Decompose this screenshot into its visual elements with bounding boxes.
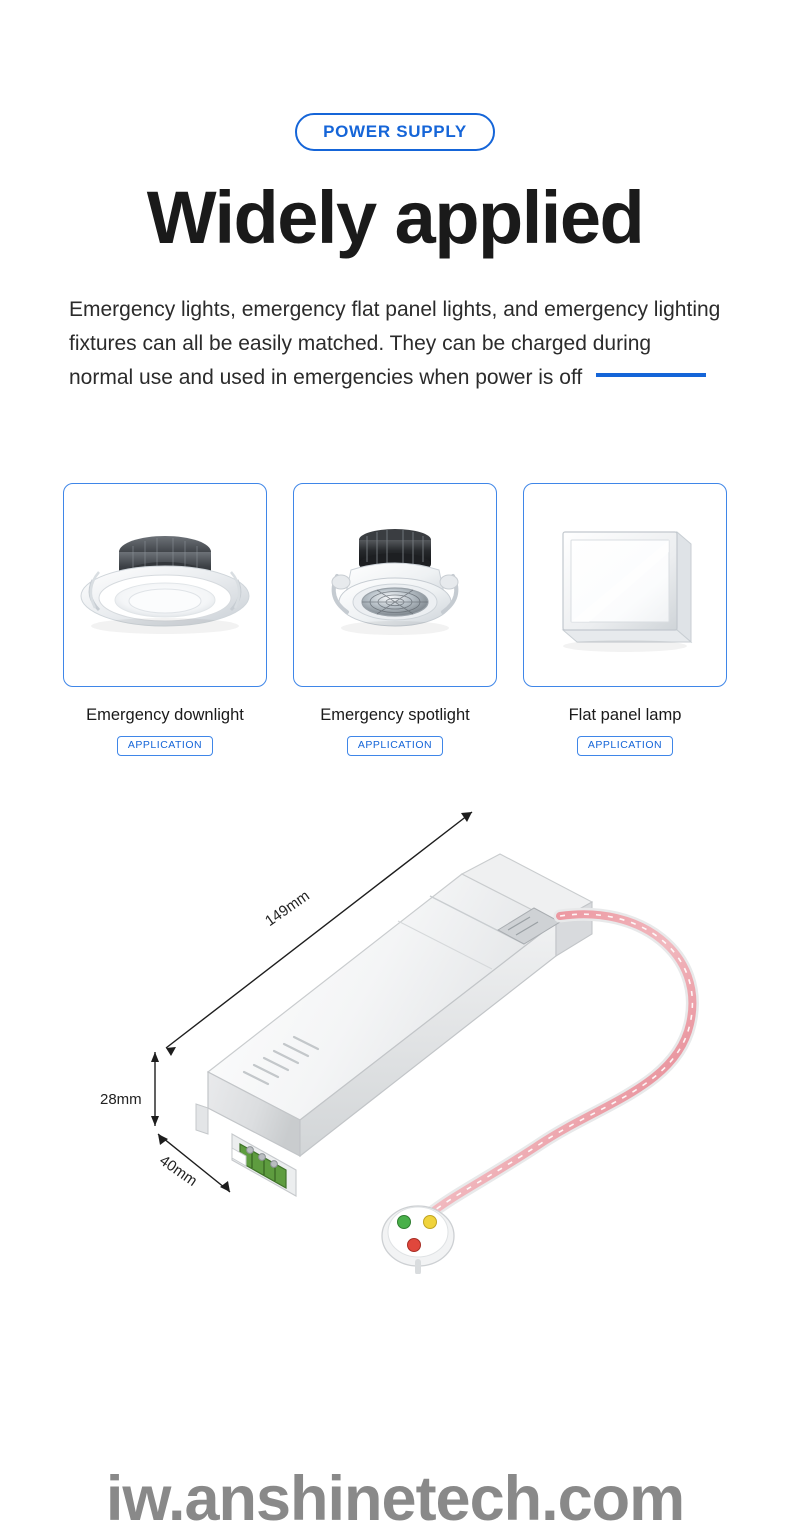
emergency-driver-illustration [0,804,790,1274]
dimension-width-label: 40mm [156,1151,201,1190]
card-tag: APPLICATION [117,736,213,756]
card-title: Emergency spotlight [320,706,470,725]
card-title: Flat panel lamp [568,706,682,725]
card-title: Emergency downlight [86,706,244,725]
card-tag: APPLICATION [347,736,443,756]
card-tag: APPLICATION [577,736,673,756]
description-text: Emergency lights, emergency flat panel lights, and emergency lighting fixtures can all be easily matched. They can be charged during normal use and used in emergencies when power is off [69,298,721,390]
page-title: Widely applied [146,176,644,259]
badge-container [0,113,790,151]
application-card[interactable] [292,483,498,756]
description-block [69,293,721,395]
downlight-card-image [63,483,267,687]
product-photo [0,804,790,1274]
application-card-list [0,483,790,756]
dimension-height-label: 28mm [100,1090,142,1108]
power-supply-badge: POWER SUPPLY [295,113,495,151]
application-card[interactable] [62,483,268,756]
application-card[interactable] [522,483,728,756]
spotlight-icon [307,510,483,660]
flat-panel-icon [537,510,713,660]
flat-panel-card-image [523,483,727,687]
dimension-length-label: 149mm [262,886,313,930]
downlight-icon [77,510,253,660]
watermark-text: iw.anshinetech.com [105,1464,685,1534]
spotlight-card-image [293,483,497,687]
accent-underline [596,373,706,377]
